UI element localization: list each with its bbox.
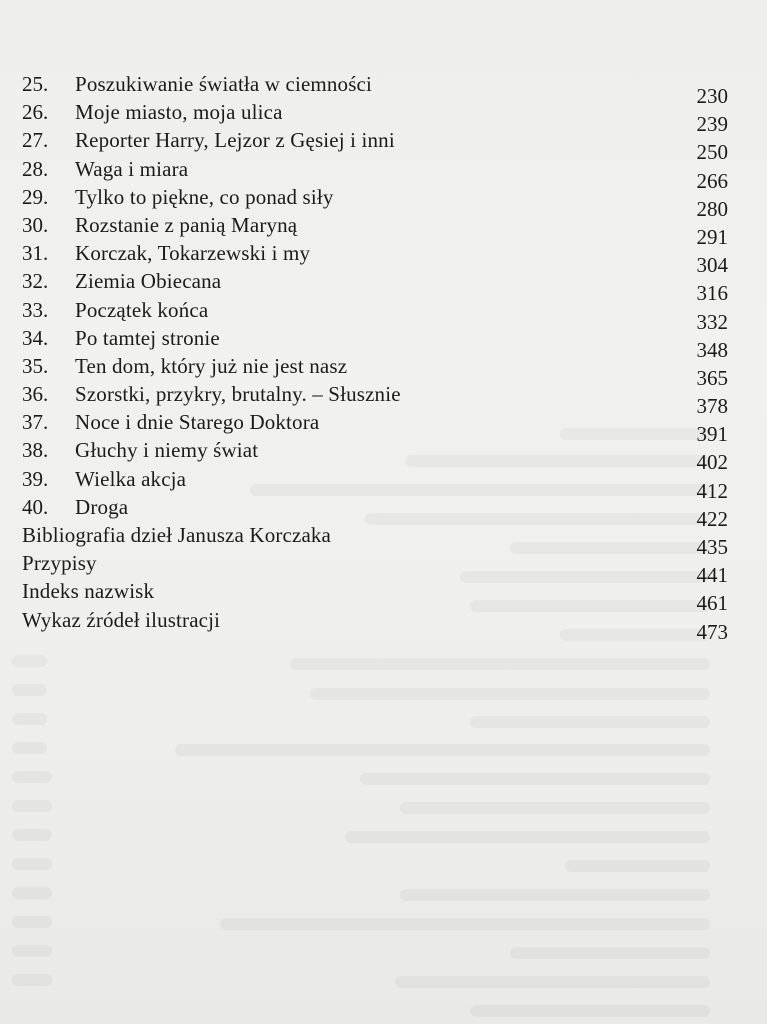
toc-back-matter-entry	[22, 523, 730, 559]
chapter-number: 40.	[22, 494, 49, 519]
section-title: Bibliografia dzieł Janusza Korczaka	[22, 523, 332, 547]
page-number: 435	[696, 535, 728, 559]
toc-entry	[22, 269, 730, 306]
toc-entry	[22, 410, 730, 447]
toc-entry	[22, 494, 730, 531]
page-number: 332	[696, 309, 728, 334]
chapter-title: Wielka akcja	[75, 466, 187, 491]
chapter-number: 39.	[22, 466, 49, 491]
toc-entry	[22, 353, 730, 390]
chapter-title: Tylko to piękne, co ponad siły	[75, 184, 334, 209]
page-number: 461	[696, 591, 728, 616]
chapter-number: 34.	[22, 325, 49, 350]
page-number: 402	[696, 450, 728, 475]
toc-entry	[22, 156, 730, 193]
section-title: Indeks nazwisk	[22, 579, 155, 604]
section-title: Wykaz źródeł ilustracji	[22, 607, 221, 632]
chapter-title: Korczak, Tokarzewski i my	[75, 241, 311, 266]
page-number: 365	[696, 365, 728, 390]
chapter-title: Ten dom, który już nie jest nasz	[75, 353, 348, 378]
toc-entry	[22, 382, 730, 419]
page-number: 348	[696, 337, 728, 362]
chapter-title: Droga	[75, 494, 129, 519]
page-number: 441	[696, 563, 728, 588]
toc-entry	[22, 100, 730, 137]
chapter-title: Rozstanie z panią Maryną	[75, 212, 298, 237]
chapter-number: 36.	[22, 382, 49, 407]
chapter-number: 33.	[22, 297, 49, 322]
page-number: 230	[696, 84, 728, 108]
chapter-title: Głuchy i niemy świat	[75, 438, 259, 463]
chapter-number: 32.	[22, 269, 49, 294]
table-of-contents	[22, 72, 730, 644]
page-number: 378	[696, 394, 728, 419]
chapter-number: 37.	[22, 410, 49, 435]
page-number: 422	[696, 506, 728, 531]
toc-entry	[22, 212, 730, 249]
chapter-title: Waga i miara	[75, 156, 189, 181]
page-number: 316	[696, 281, 728, 306]
page-number: 291	[696, 224, 728, 249]
chapter-title: Początek końca	[75, 297, 209, 322]
chapter-title: Moje miasto, moja ulica	[75, 100, 283, 125]
page-number: 280	[696, 196, 728, 221]
toc-entry	[22, 466, 730, 503]
toc-back-matter-entry	[22, 551, 730, 588]
chapter-title: Ziemia Obiecana	[75, 269, 222, 294]
page-number: 473	[696, 619, 728, 644]
page-number: 266	[696, 168, 728, 193]
chapter-title: Poszukiwanie światła w ciemności	[75, 72, 372, 96]
chapter-title: Noce i dnie Starego Doktora	[75, 410, 320, 435]
chapter-title: Po tamtej stronie	[75, 325, 220, 350]
section-title: Przypisy	[22, 551, 97, 576]
toc-back-matter-entry	[22, 607, 730, 644]
page-number: 239	[696, 112, 728, 137]
toc-entry	[22, 128, 730, 165]
chapter-number: 35.	[22, 353, 49, 378]
chapter-number: 30.	[22, 212, 49, 237]
chapter-number: 27.	[22, 128, 49, 153]
chapter-title: Reporter Harry, Lejzor z Gęsiej i inni	[75, 128, 395, 153]
chapter-number: 25.	[22, 72, 49, 96]
chapter-number: 28.	[22, 156, 49, 181]
chapter-title: Szorstki, przykry, brutalny. – Słusznie	[75, 382, 401, 407]
toc-entry	[22, 297, 730, 334]
chapter-number: 26.	[22, 100, 49, 125]
page-number: 391	[696, 422, 728, 447]
chapter-number: 29.	[22, 184, 49, 209]
page-number: 304	[696, 253, 728, 278]
toc-entry	[22, 184, 730, 221]
toc-entry	[22, 241, 730, 278]
toc-back-matter-entry	[22, 579, 730, 616]
toc-entry	[22, 72, 730, 108]
toc-entry	[22, 438, 730, 475]
page-number: 250	[696, 140, 728, 165]
toc-entry	[22, 325, 730, 362]
chapter-number: 31.	[22, 241, 49, 266]
page-number: 412	[696, 478, 728, 503]
chapter-number: 38.	[22, 438, 49, 463]
